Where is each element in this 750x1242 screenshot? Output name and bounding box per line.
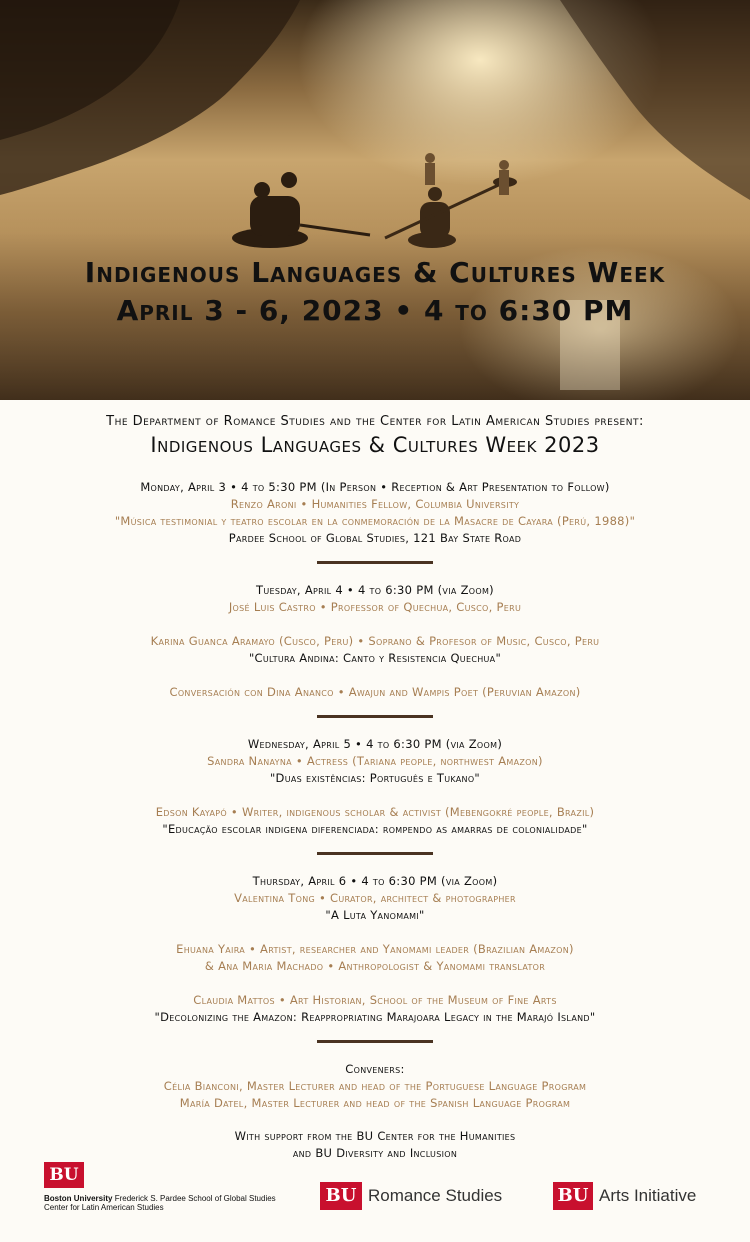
support-line: and BU Diversity and Inclusion bbox=[292, 1146, 458, 1160]
sponsor-logos bbox=[0, 1162, 750, 1242]
speaker-line: & Ana Maria Machado • Anthropologist & Yanomami translator bbox=[204, 959, 546, 973]
pardee-logo bbox=[44, 1162, 276, 1212]
bu-logo-mark: BU bbox=[320, 1182, 362, 1210]
speaker-line: José Luis Castro • Professor of Quechua, Cusco, Peru bbox=[228, 600, 522, 614]
hero-banner bbox=[0, 0, 750, 400]
section-divider bbox=[317, 561, 433, 564]
speaker-line: Renzo Aroni • Humanities Fellow, Columbia University bbox=[230, 497, 520, 511]
section-divider bbox=[317, 715, 433, 718]
presenter-line: The Department of Romance Studies and the Center for Latin American Studies present: bbox=[106, 414, 644, 429]
support-section bbox=[0, 1128, 750, 1162]
day-wednesday bbox=[0, 736, 750, 838]
venue-line: Pardee School of Global Studies, 121 Bay State Road bbox=[228, 531, 522, 545]
hero-title: Indigenous Languages & Cultures Week bbox=[84, 256, 666, 289]
conveners-heading: Conveners: bbox=[345, 1062, 405, 1076]
section-divider bbox=[317, 852, 433, 855]
arts-initiative-logo bbox=[553, 1182, 696, 1210]
talk-title: "Música testimonial y teatro escolar en la conmemoración de la Masacre de Cayara (Perú, 1988)" bbox=[114, 514, 636, 528]
day-tuesday bbox=[0, 582, 750, 701]
conveners-section bbox=[0, 1061, 750, 1112]
pardee-logo-bu: Boston University bbox=[44, 1194, 113, 1203]
talk-title: "Duas existências: Português e Tukano" bbox=[269, 771, 481, 785]
day-heading: Wednesday, April 5 • 4 to 6:30 PM (via Zoom) bbox=[247, 737, 503, 751]
speaker-line: Karina Guanca Aramayo (Cusco, Peru) • Soprano & Profesor of Music, Cusco, Peru bbox=[150, 634, 600, 648]
hero-date: April 3 - 6, 2023 • 4 to 6:30 PM bbox=[116, 294, 634, 327]
speaker-line: Valentina Tong • Curator, architect & photographer bbox=[234, 891, 516, 905]
speaker-line: Claudia Mattos • Art Historian, School of the Museum of Fine Arts bbox=[193, 993, 557, 1007]
arts-initiative-label: Arts Initiative bbox=[599, 1186, 697, 1205]
talk-title: "A Luta Yanomami" bbox=[325, 908, 425, 922]
day-monday bbox=[0, 479, 750, 547]
day-thursday bbox=[0, 873, 750, 1026]
bu-logo-mark: BU bbox=[44, 1162, 84, 1188]
talk-title: "Educação escolar indigena diferenciada: rompendo as amarras de colonialidade" bbox=[162, 822, 588, 836]
pardee-logo-text bbox=[44, 1194, 276, 1203]
convener-line: María Datel, Master Lecturer and head of the Spanish Language Program bbox=[179, 1096, 571, 1110]
speaker-line: Sandra Nanayna • Actress (Tariana people, northwest Amazon) bbox=[207, 754, 543, 768]
day-heading: Monday, April 3 • 4 to 5:30 PM (In Person • Reception & Art Presentation to Follow) bbox=[140, 480, 610, 494]
hero-photo-scenery bbox=[0, 0, 750, 400]
romance-studies-logo bbox=[320, 1182, 502, 1210]
pardee-logo-school: Frederick S. Pardee School of Global Studies bbox=[114, 1194, 276, 1203]
bu-logo-mark: BU bbox=[553, 1182, 593, 1210]
program-title: Indigenous Languages & Cultures Week 2023 bbox=[150, 433, 600, 457]
speaker-line: Ehuana Yaira • Artist, researcher and Yanomami leader (Brazilian Amazon) bbox=[176, 942, 574, 956]
section-divider bbox=[317, 1040, 433, 1043]
speaker-line: Edson Kayapó • Writer, indigenous scholar & activist (Mebengokré people, Brazil) bbox=[155, 805, 595, 819]
romance-studies-label: Romance Studies bbox=[368, 1186, 503, 1205]
day-heading: Thursday, April 6 • 4 to 6:30 PM (via Zoom) bbox=[252, 874, 498, 888]
support-line: With support from the BU Center for the Humanities bbox=[234, 1129, 516, 1143]
pardee-logo-center: Center for Latin American Studies bbox=[44, 1203, 164, 1212]
day-heading: Tuesday, April 4 • 4 to 6:30 PM (via Zoom) bbox=[256, 583, 494, 597]
talk-title: "Decolonizing the Amazon: Reappropriating Marajoara Legacy in the Marajó Island" bbox=[154, 1010, 596, 1024]
program-content bbox=[0, 414, 750, 1162]
talk-title: "Cultura Andina: Canto y Resistencia Quechua" bbox=[248, 651, 502, 665]
speaker-line: Conversación con Dina Ananco • Awajun and Wampis Poet (Peruvian Amazon) bbox=[169, 685, 581, 699]
convener-line: Célia Bianconi, Master Lecturer and head of the Portuguese Language Program bbox=[163, 1079, 587, 1093]
